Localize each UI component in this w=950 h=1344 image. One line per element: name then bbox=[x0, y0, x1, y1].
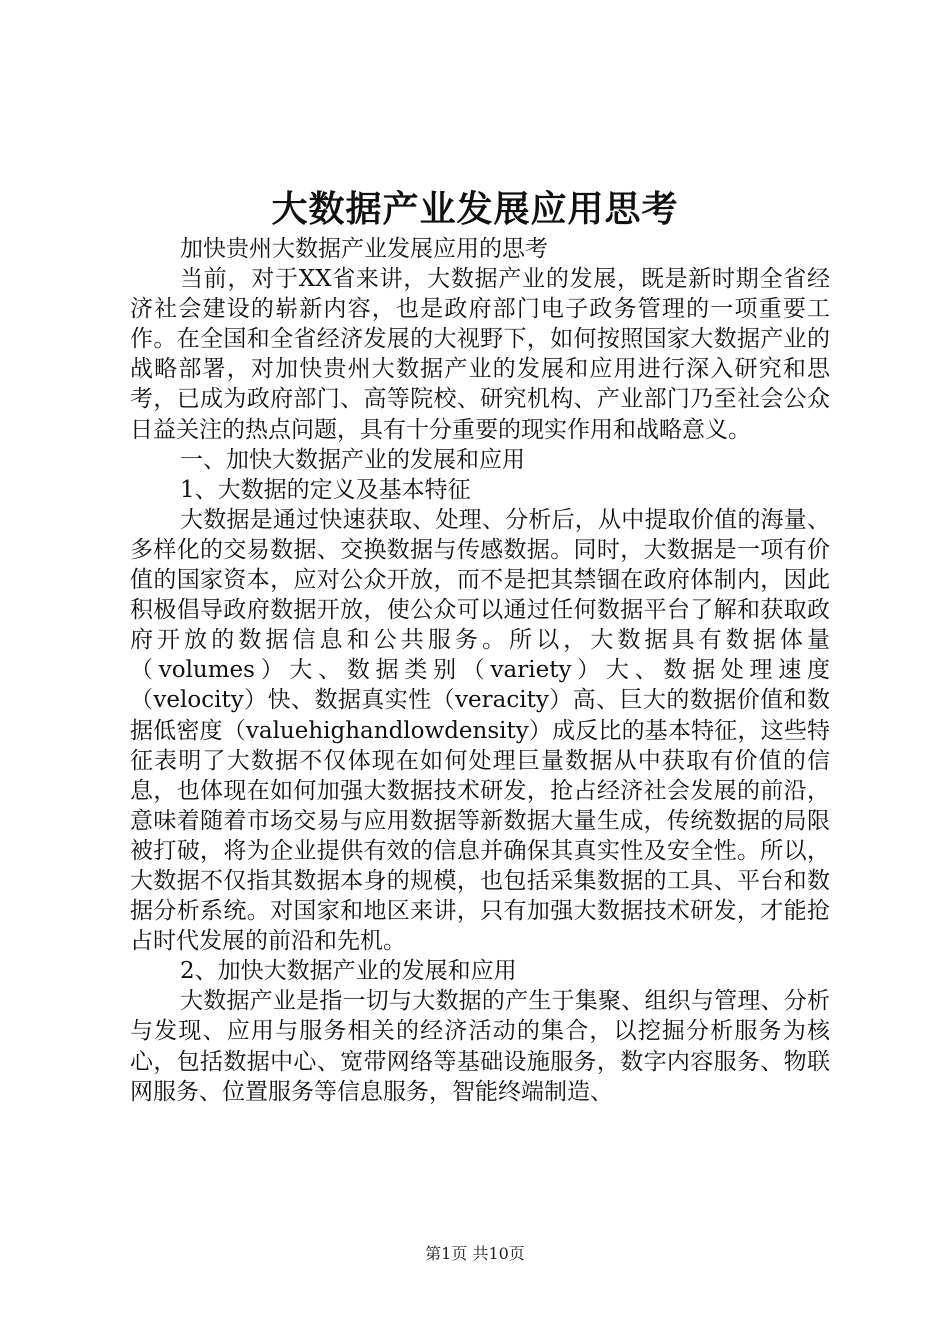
subsection-heading-1: 1、大数据的定义及基本特征 bbox=[180, 476, 471, 503]
page-number-footer: 第1页 共10页 bbox=[425, 1244, 525, 1263]
subsection-heading-2: 2、加快大数据产业的发展和应用 bbox=[180, 958, 517, 985]
document-body bbox=[130, 234, 830, 1107]
definition-paragraph: 大数据是通过快速获取、处理、分析后，从中提取价值的海量、多样化的交易数据、交换数据与传感数据。同时，大数据是一项有价值的国家资本，应对公众开放，而不是把其禁锢在政府体制内，因此积极倡导政府数据开放，使公众可以通过任何数据平台了解和获取政府开放的数据信息和公共服务。所以，大数据具有数据体量（volumes）大、数据类别（variety）大、数据处理速度（velocity）快、数据真实性（veracity）高、巨大的数据价值和数据低密度（valuehighandlowdensity）成反比的基本特征，这些特征表明了大数据不仅体现在如何处理巨量数据从中获取有价值的信息，也体现在如何加强大数据技术研发，抢占经济社会发展的前沿，意味着随着市场交易与应用数据等新数据大量生成，传统数据的局限被打破，将为企业提供有效的信息并确保其真实性及安全性。所以，大数据不仅指其数据本身的规模，也包括采集数据的工具、平台和数据分析系统。对国家和地区来讲，只有加强大数据技术研发，才能抢占时代发展的前沿和先机。 bbox=[130, 506, 830, 955]
document-title: 大数据产业发展应用思考 bbox=[271, 188, 679, 230]
section-heading-1: 一、加快大数据产业的发展和应用 bbox=[180, 446, 525, 473]
subtitle-paragraph: 加快贵州大数据产业发展应用的思考 bbox=[180, 236, 548, 262]
industry-paragraph: 大数据产业是指一切与大数据的产生于集聚、组织与管理、分析与发现、应用与服务相关的经济活动的集合，以挖掘分析服务为核心，包括数据中心、宽带网络等基础设施服务，数字内容服务、物联网服务、位置服务等信息服务，智能终端制造、 bbox=[130, 988, 830, 1105]
intro-paragraph: 当前，对于XX省来讲，大数据产业的发展，既是新时期全省经济社会建设的崭新内容，也是政府部门电子政务管理的一项重要工作。在全国和全省经济发展的大视野下，如何按照国家大数据产业的战略部署，对加快贵州大数据产业的发展和应用进行深入研究和思考，已成为政府部门、高等院校、研究机构、产业部门乃至社会公众日益关注的热点问题，具有十分重要的现实作用和战略意义。 bbox=[130, 266, 830, 443]
